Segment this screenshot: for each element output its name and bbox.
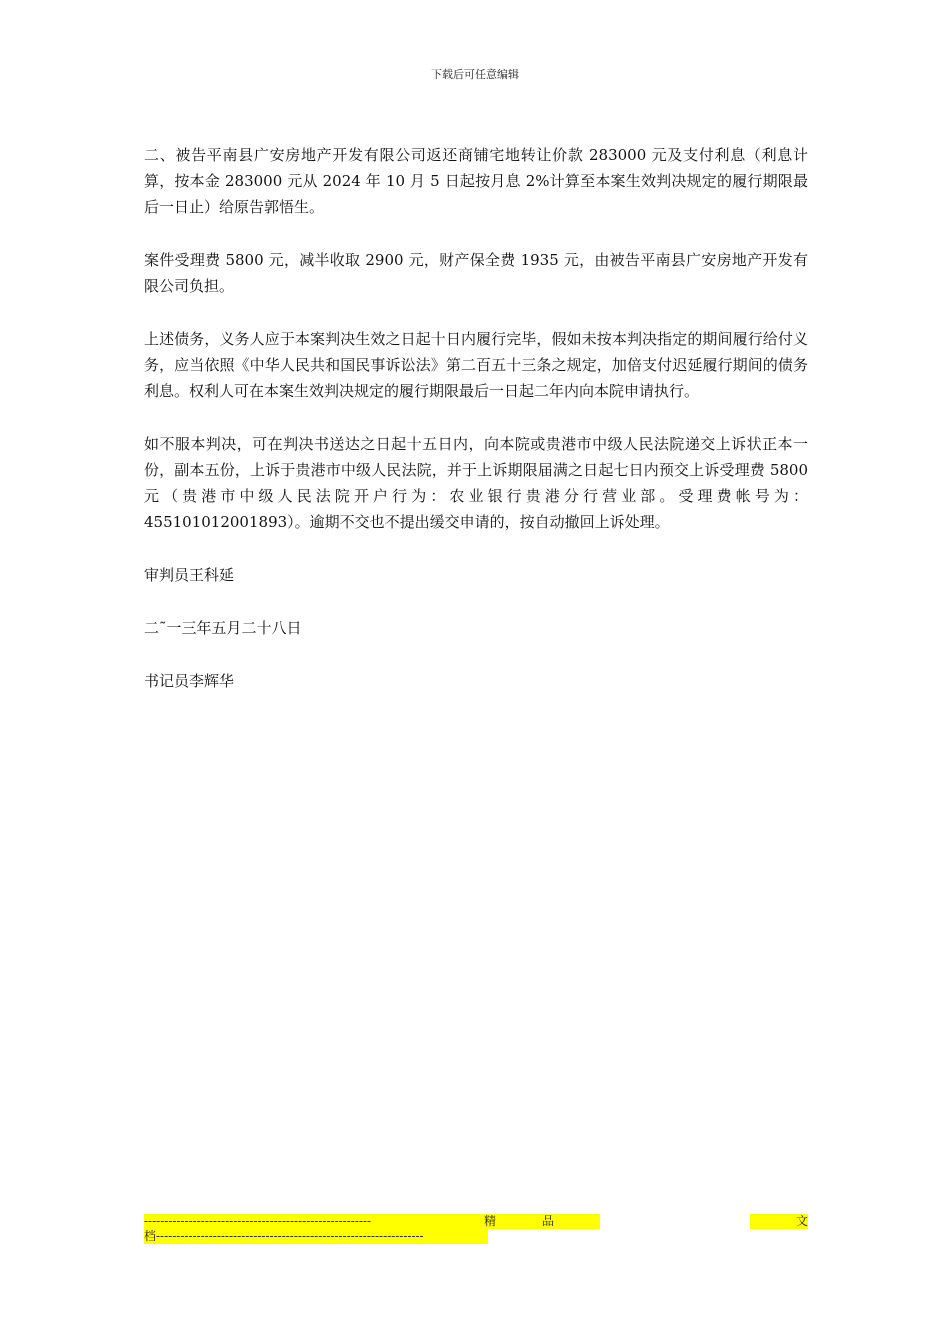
paragraph-judgment-item-2: 二、被告平南县广安房地产开发有限公司返还商铺宅地转让价款 283000 元及支付利息（利息计算，按本金 283000 元从 2024 年 10 月 5 日起按月息 2%计算至本案生效判决规定的履行期限最后一日止）给原告郭悟生。 bbox=[144, 146, 808, 216]
footer-line-1 bbox=[144, 1214, 808, 1229]
paragraph-appeal-notice: 如不服本判决，可在判决书送达之日起十五日内，向本院或贵港市中级人民法院递交上诉状正本一份，副本五份，上诉于贵港市中级人民法院，并于上诉期限届满之日起七日内预交上诉受理费 5800 元（贵港市中级人民法院开户行为：农业银行贵港分行营业部。受理费帐号为：455101012001893）。逾期不交也不提出缓交申请的，按自动撤回上诉处理。 bbox=[144, 435, 808, 531]
clerk-signature: 书记员李辉华 bbox=[144, 672, 235, 690]
paragraph-debt-performance: 上述债务，义务人应于本案判决生效之日起十日内履行完毕，假如未按本判决指定的期间履行给付义务，应当依照《中华人民共和国民事诉讼法》第二百五十三条之规定，加倍支付迟延履行期间的债务利息。权利人可在本案生效判决规定的履行期限最后一日起二年内向本院申请执行。 bbox=[144, 330, 808, 400]
footer-char-1: 精 bbox=[484, 1214, 497, 1228]
footer-char-2: 品 bbox=[542, 1214, 555, 1228]
header-note: 下载后可任意编辑 bbox=[431, 68, 519, 81]
document-body bbox=[144, 142, 808, 721]
footer-gap bbox=[600, 1214, 750, 1229]
judgment-date: 二˜一三年五月二十八日 bbox=[144, 619, 302, 637]
footer-banner bbox=[144, 1214, 808, 1248]
footer-char-3: 文 bbox=[795, 1214, 808, 1228]
footer-line-2: 档------------------------------------------------------------------ bbox=[144, 1229, 488, 1244]
footer-spread-text bbox=[424, 1214, 808, 1229]
paragraph-case-fees: 案件受理费 5800 元，减半收取 2900 元，财产保全费 1935 元，由被告平南县广安房地产开发有限公司负担。 bbox=[144, 251, 808, 295]
judge-signature: 审判员王科延 bbox=[144, 566, 235, 584]
footer-dashes: -------------------------------------------------------- bbox=[144, 1214, 372, 1228]
